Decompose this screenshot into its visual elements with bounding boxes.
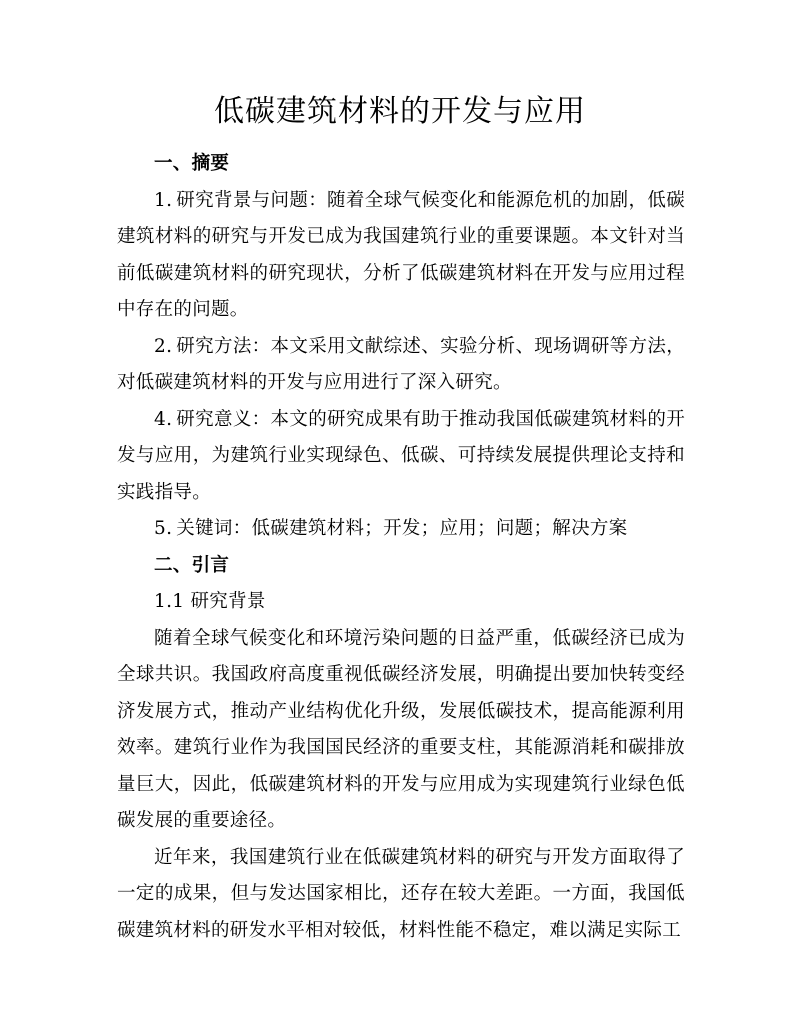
abstract-item-text: 研究意义：本文的研究成果有助于推动我国低碳建筑材料的开发与应用，为建筑行业实现绿色、低碳、可持续发展提供理论支持和实践指导。 [117, 408, 685, 503]
abstract-item-1 [117, 183, 685, 329]
abstract-item-text: 研究方法：本文采用文献综述、实验分析、现场调研等方法，对低碳建筑材料的开发与应用进行了深入研究。 [117, 335, 685, 393]
abstract-item-text: 研究背景与问题：随着全球气候变化和能源危机的加剧，低碳建筑材料的研究与开发已成为我国建筑行业的重要课题。本文针对当前低碳建筑材料的研究现状，分析了低碳建筑材料在开发与应用过程中存在的问题。 [117, 189, 685, 320]
section-heading-intro: 二、引言 [154, 554, 230, 576]
abstract-item-number: 4. [154, 408, 173, 430]
intro-paragraph-2: 近年来，我国建筑行业在低碳建筑材料的研究与开发方面取得了一定的成果，但与发达国家相比，还存在较大差距。一方面，我国低碳建筑材料的研发水平相对较低，材料性能不稳定，难以满足实际工 [117, 846, 685, 941]
abstract-item-number: 2. [154, 335, 173, 357]
abstract-item-number: 5. [154, 518, 173, 539]
document-title: 低碳建筑材料的开发与应用 [214, 94, 586, 129]
abstract-item-2 [117, 329, 685, 402]
document-body [117, 146, 685, 949]
abstract-item-4 [117, 511, 685, 548]
abstract-item-3 [117, 402, 685, 512]
abstract-item-number: 1. [154, 189, 173, 211]
subsection-heading: 1.1 研究背景 [154, 591, 266, 612]
abstract-item-text: 关键词：低碳建筑材料；开发；应用；问题；解决方案 [176, 518, 628, 539]
section-heading-abstract: 一、摘要 [154, 153, 230, 174]
intro-paragraph-1: 随着全球气候变化和环境污染问题的日益严重，低碳经济已成为全球共识。我国政府高度重视低碳经济发展，明确提出要加快转变经济发展方式，推动产业结构优化升级，发展低碳技术，提高能源利用效率。建筑行业作为我国国民经济的重要支柱，其能源消耗和碳排放量巨大，因此，低碳建筑材料的开发与应用成为实现建筑行业绿色低碳发展的重要途径。 [117, 627, 685, 831]
